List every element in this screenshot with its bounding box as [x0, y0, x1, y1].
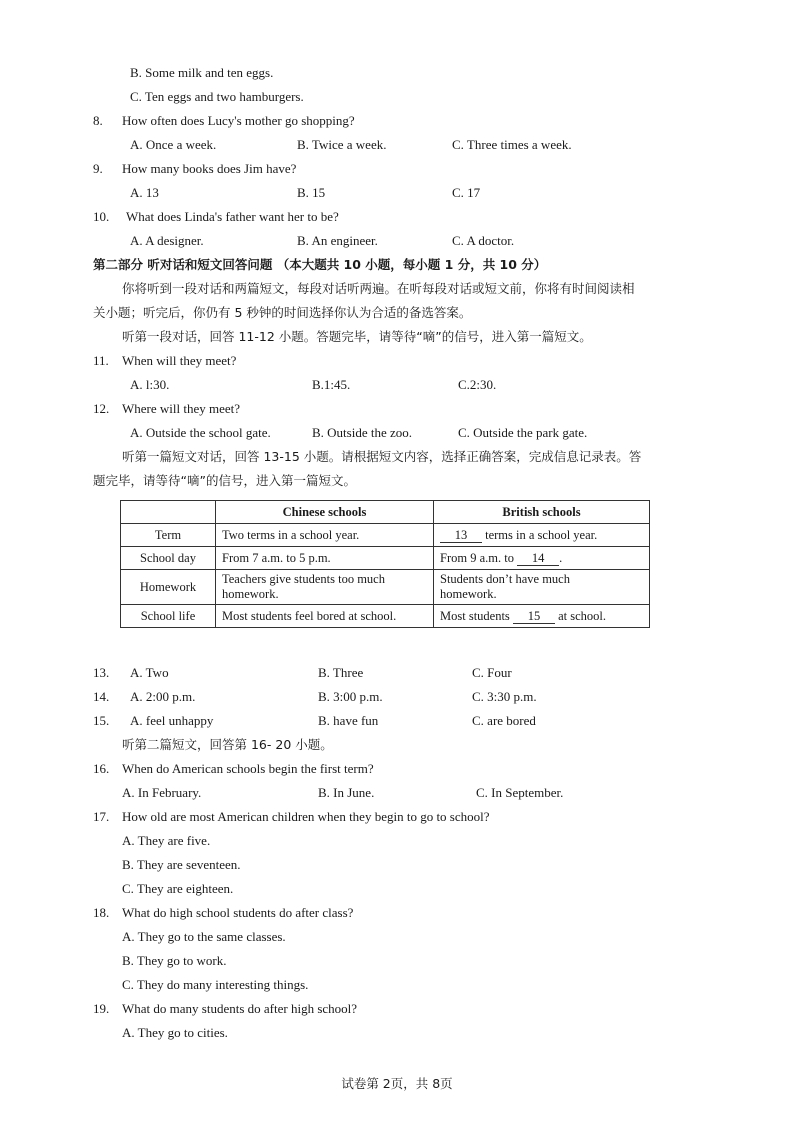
q10-option-a: A. A designer. — [130, 233, 204, 248]
q12-option-c: C. Outside the park gate. — [458, 425, 588, 440]
table-row — [121, 605, 650, 628]
q16-question: When do American schools begin the first term? — [122, 761, 374, 776]
part2-heading: 第二部分 听对话和短文回答问题 （本大题共 10 小题，每小题 1 分，共 10 分） — [93, 257, 547, 272]
q11-number: 11. — [93, 353, 109, 368]
table-header-row — [121, 501, 650, 524]
q10-option-c: C. A doctor. — [452, 233, 515, 248]
q13-option-c: C. Four — [472, 665, 512, 680]
q17-option-b: B. They are seventeen. — [122, 857, 241, 872]
part2-instruction-line2: 关小题；听完后，你仍有 5 秒钟的时间选择你认为合适的备选答案。 — [93, 305, 472, 320]
table-header-chinese: Chinese schools — [216, 501, 434, 524]
row-label-school-life: School life — [121, 605, 216, 628]
cell-term-chinese: Two terms in a school year. — [216, 524, 434, 547]
part2-instruction-line1: 你将听到一段对话和两篇短文，每段对话听两遍。在听每段对话或短文前，你将有时间阅读相 — [122, 281, 635, 296]
q9-option-b: B. 15 — [297, 185, 326, 200]
info-record-table — [120, 500, 650, 628]
q15-option-a: A. feel unhappy — [130, 713, 214, 728]
q17-question: How old are most American children when they begin to go to school? — [122, 809, 490, 824]
blank-14: 14 — [517, 552, 559, 566]
q8-question: How often does Lucy's mother go shopping? — [122, 113, 355, 128]
day-british-end: . — [559, 550, 563, 565]
q15-number: 15. — [93, 713, 110, 728]
life-british-end: at school. — [558, 608, 606, 623]
cell-life-british — [434, 605, 650, 628]
dialog-instruction: 听第一段对话，回答 11-12 小题。答题完毕，请等待“嘀”的信号，进入第一篇短文。 — [122, 329, 592, 344]
q9-number: 9. — [93, 161, 103, 176]
passage1-instruction-line2: 题完毕，请等待“嘀”的信号，进入第一篇短文。 — [93, 473, 356, 488]
q12-number: 12. — [93, 401, 110, 416]
homework-chinese-line2: homework. — [222, 587, 279, 601]
passage2-instruction: 听第二篇短文，回答第 16- 20 小题。 — [122, 737, 333, 752]
q19-option-a: A. They go to cities. — [122, 1025, 228, 1040]
q16-option-b: B. In June. — [318, 785, 375, 800]
cell-day-chinese: From 7 a.m. to 5 p.m. — [216, 547, 434, 570]
table-row — [121, 524, 650, 547]
q14-option-b: B. 3:00 p.m. — [318, 689, 383, 704]
page-footer: 试卷第 2页，共 8页 — [341, 1076, 453, 1091]
q11-question: When will they meet? — [122, 353, 237, 368]
q15-option-b: B. have fun — [318, 713, 379, 728]
cell-homework-british — [434, 570, 650, 605]
q17-option-c: C. They are eighteen. — [122, 881, 234, 896]
q18-option-b: B. They go to work. — [122, 953, 227, 968]
homework-chinese-line1: Teachers give students too much — [222, 572, 385, 586]
q13-option-b: B. Three — [318, 665, 364, 680]
blank-15: 15 — [513, 610, 555, 624]
q9-question: How many books does Jim have? — [122, 161, 297, 176]
q17-number: 17. — [93, 809, 110, 824]
cell-homework-chinese — [216, 570, 434, 605]
q14-number: 14. — [93, 689, 110, 704]
q18-option-c: C. They do many interesting things. — [122, 977, 309, 992]
q12-option-a: A. Outside the school gate. — [130, 425, 271, 440]
q9-option-a: A. 13 — [130, 185, 159, 200]
q14-option-a: A. 2:00 p.m. — [130, 689, 196, 704]
q17-option-a: A. They are five. — [122, 833, 211, 848]
q12-question: Where will they meet? — [122, 401, 241, 416]
blank-13: 13 — [440, 529, 482, 543]
q10-question: What does Linda's father want her to be? — [126, 209, 339, 224]
q18-question: What do high school students do after class? — [122, 905, 354, 920]
q19-number: 19. — [93, 1001, 110, 1016]
cell-day-british — [434, 547, 650, 570]
q16-option-a: A. In February. — [122, 785, 202, 800]
table-row — [121, 547, 650, 570]
table-row — [121, 570, 650, 605]
q16-number: 16. — [93, 761, 110, 776]
cell-life-chinese: Most students feel bored at school. — [216, 605, 434, 628]
table-header-empty — [121, 501, 216, 524]
q8-number: 8. — [93, 113, 103, 128]
q11-option-a: A. l:30. — [130, 377, 170, 392]
cell-term-british — [434, 524, 650, 547]
row-label-school-day: School day — [121, 547, 216, 570]
q10-option-b: B. An engineer. — [297, 233, 378, 248]
q13-number: 13. — [93, 665, 110, 680]
q9-option-c: C. 17 — [452, 185, 481, 200]
homework-british-line2: homework. — [440, 587, 497, 601]
q7-option-c: C. Ten eggs and two hamburgers. — [130, 89, 304, 104]
term-british-text: terms in a school year. — [485, 527, 598, 542]
q8-option-a: A. Once a week. — [130, 137, 217, 152]
passage1-instruction-line1: 听第一篇短文对话，回答 13-15 小题。请根据短文内容，选择正确答案，完成信息记录表。答 — [122, 449, 642, 464]
q10-number: 10. — [93, 209, 110, 224]
row-label-term: Term — [121, 524, 216, 547]
q11-option-c: C.2:30. — [458, 377, 497, 392]
q13-option-a: A. Two — [130, 665, 169, 680]
q19-question: What do many students do after high school? — [122, 1001, 358, 1016]
q12-option-b: B. Outside the zoo. — [312, 425, 413, 440]
q18-option-a: A. They go to the same classes. — [122, 929, 286, 944]
q15-option-c: C. are bored — [472, 713, 536, 728]
homework-british-line1: Students don’t have much — [440, 572, 570, 586]
q8-option-c: C. Three times a week. — [452, 137, 572, 152]
q11-option-b: B.1:45. — [312, 377, 351, 392]
table-header-british: British schools — [434, 501, 650, 524]
q8-option-b: B. Twice a week. — [297, 137, 387, 152]
q7-option-b: B. Some milk and ten eggs. — [130, 65, 274, 80]
q18-number: 18. — [93, 905, 110, 920]
q14-option-c: C. 3:30 p.m. — [472, 689, 537, 704]
day-british-text: From 9 a.m. to — [440, 550, 514, 565]
q16-option-c: C. In September. — [476, 785, 564, 800]
row-label-homework: Homework — [121, 570, 216, 605]
life-british-text: Most students — [440, 608, 510, 623]
